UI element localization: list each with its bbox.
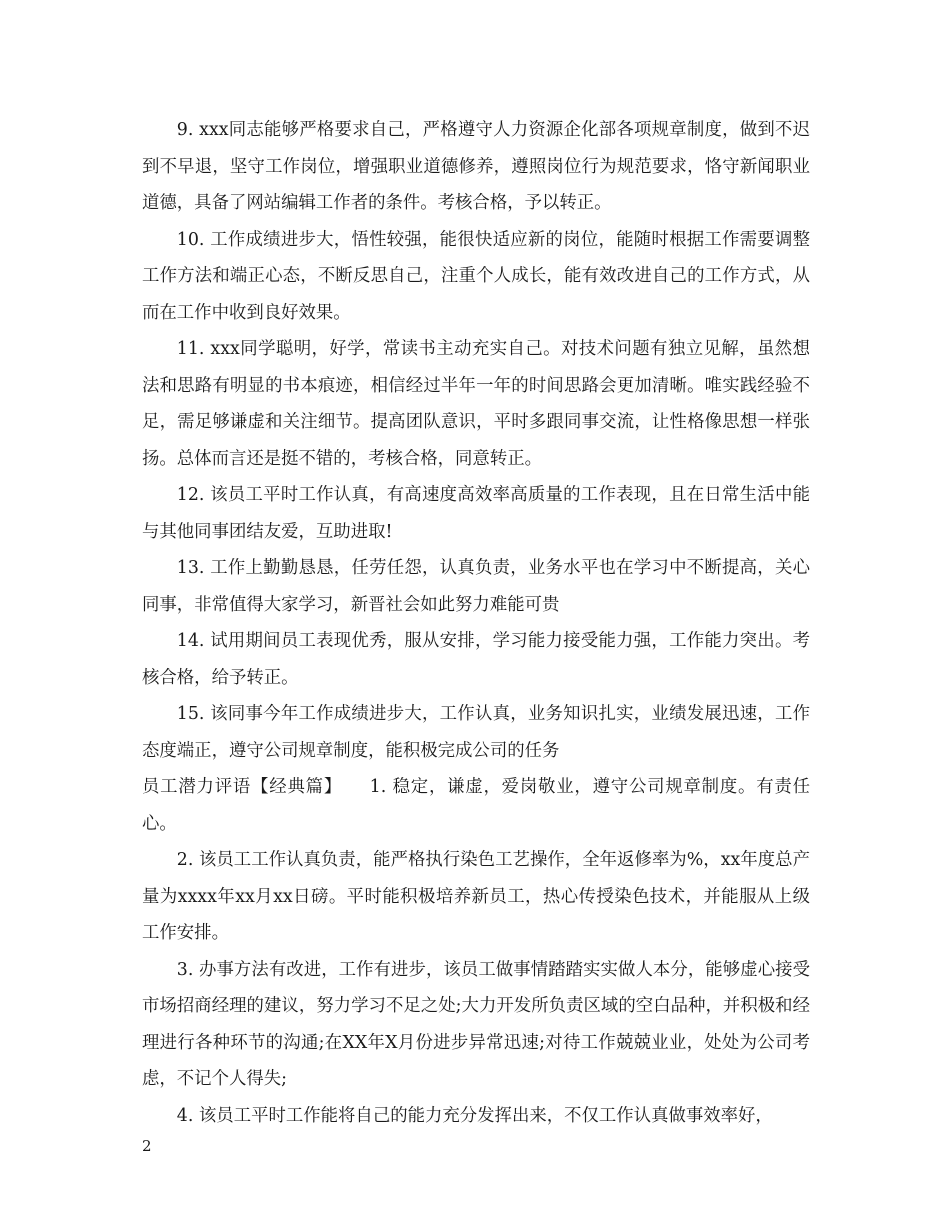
paragraph-10: 10. 工作成绩进步大，悟性较强，能很快适应新的岗位，能随时根据工作需要调整工作方法和端正心态，不断反思自己，注重个人成长，能有效改进自己的工作方式，从而在工作中收到良好效果。 [142, 229, 810, 323]
paragraph-11: 11. xxx同学聪明，好学，常读书主动充实自己。对技术问题有独立见解，虽然想法和思路有明显的书本痕迹，相信经过半年一年的时间思路会更加清晰。唯实践经验不足，需足够谦虚和关注细节。提高团队意识，平时多跟同事交流，让性格像思想一样张扬。总体而言还是挺不错的，考核合格，同意转正。 [142, 339, 810, 469]
paragraph-12: 12. 该员工平时工作认真，有高速度高效率高质量的工作表现，且在日常生活中能与其他同事团结友爱，互助进取! [142, 485, 810, 542]
paragraph-15: 15. 该同事今年工作成绩进步大，工作认真，业务知识扎实，业绩发展迅速，工作态度端正，遵守公司规章制度，能积极完成公司的任务 [142, 704, 810, 761]
paragraph-2: 2. 该员工工作认真负责，能严格执行染色工艺操作，全年返修率为%，xx年度总产量为xxxx年xx月xx日磅。平时能积极培养新员工，热心传授染色技术，并能服从上级工作安排。 [142, 850, 810, 943]
paragraph-3: 3. 办事方法有改进，工作有进步，该员工做事情踏踏实实做人本分，能够虚心接受市场招商经理的建议，努力学习不足之处;大力开发所负责区域的空白品种，并积极和经理进行各种环节的沟通;在XX年X月份进步异常迅速;对待工作兢兢业业，处处为公司考虑，不记个人得失; [142, 959, 810, 1089]
paragraph-14: 14. 试用期间员工表现优秀，服从安排，学习能力接受能力强，工作能力突出。考核合格，给予转正。 [142, 631, 810, 688]
paragraph-4: 4. 该员工平时工作能将自己的能力充分发挥出来，不仅工作认真做事效率好， [176, 1105, 773, 1126]
section-heading-paragraph: 员工潜力评语【经典篇】 1. 稳定，谦虚，爱岗敬业，遵守公司规章制度。有责任心。 [142, 777, 810, 834]
paragraph-13: 13. 工作上勤勤恳恳，任劳任怨，认真负责，业务水平也在学习中不断提高，关心同事，非常值得大家学习，新晋社会如此努力难能可贵 [142, 558, 810, 615]
paragraph-9: 9. xxx同志能够严格要求自己，严格遵守人力资源企化部各项规章制度，做到不迟到不早退，坚守工作岗位，增强职业道德修养，遵照岗位行为规范要求，恪守新闻职业道德，具备了网站编辑工作者的条件。考核合格，予以转正。 [142, 120, 810, 213]
page-number: 2 [142, 1137, 152, 1155]
document-body [142, 112, 810, 1134]
